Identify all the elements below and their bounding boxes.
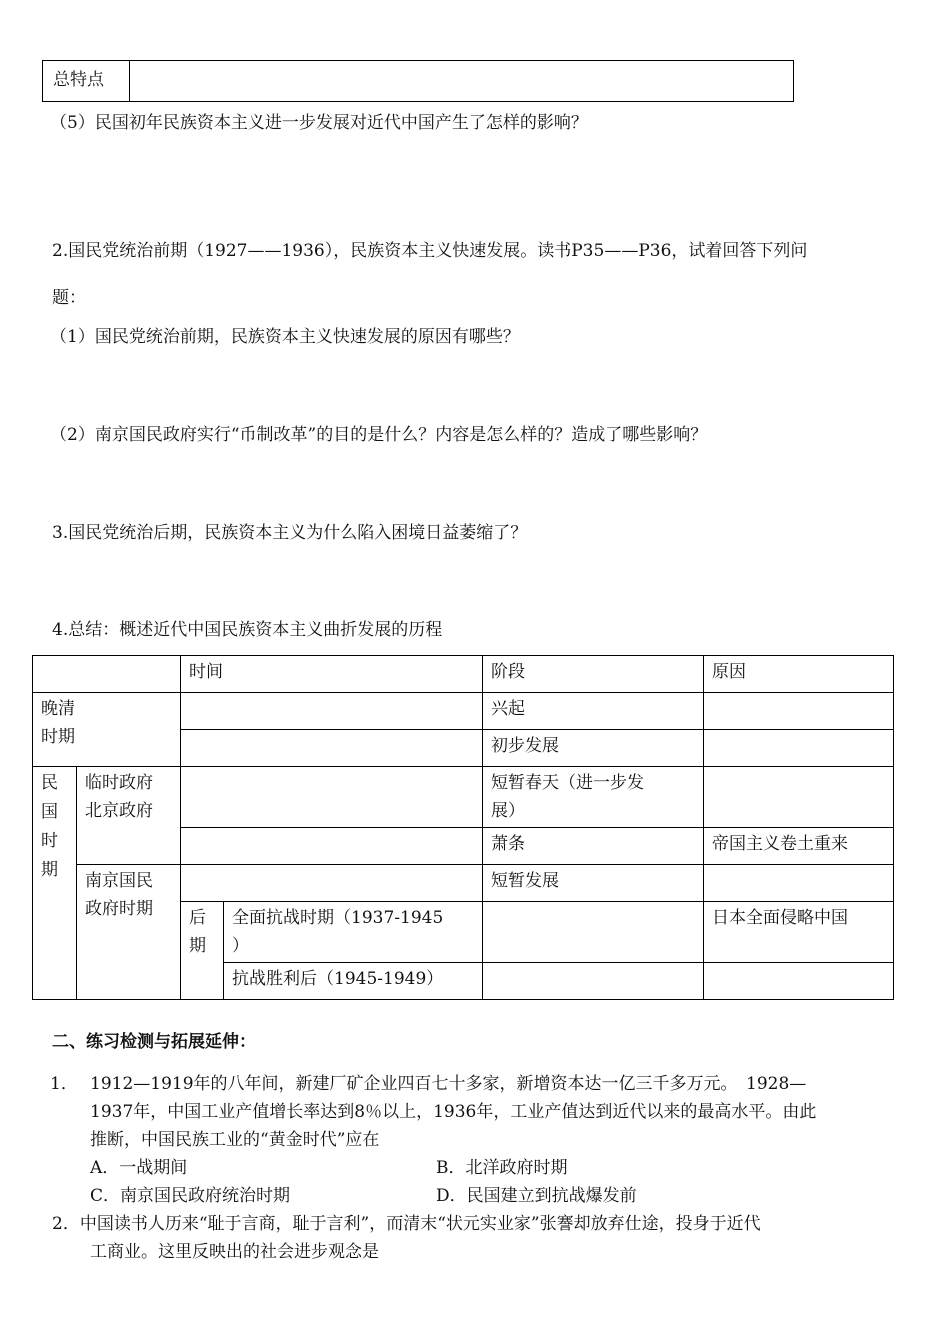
question-2-2: （2）南京国民政府实行“币制改革”的目的是什么？内容是怎么样的？造成了哪些影响？ bbox=[50, 425, 708, 445]
section-2-title: 二、练习检测与拓展延伸： bbox=[52, 1032, 256, 1052]
question-2-1: （1）国民党统治前期，民族资本主义快速发展的原因有哪些？ bbox=[50, 327, 520, 347]
late-qing-reason-2 bbox=[704, 730, 894, 767]
header-blank bbox=[33, 656, 181, 693]
nanjing-gov-label bbox=[77, 865, 181, 1000]
late-qing-label bbox=[33, 693, 181, 767]
republic-label bbox=[33, 767, 77, 1000]
provisional-gov-label bbox=[77, 767, 181, 865]
postwar-reason bbox=[704, 963, 894, 1000]
header-reason: 原因 bbox=[704, 656, 894, 693]
spring-reason bbox=[704, 767, 894, 828]
provisional-gov-l1: 临时政府 bbox=[85, 773, 153, 793]
exercise-1-option-d: D．民国建立到抗战爆发前 bbox=[436, 1186, 637, 1206]
exercise-1-line1: 1912—1919年的八年间，新建厂矿企业四百七十多家，新增资本达一亿三千多万元。 1928— bbox=[90, 1074, 807, 1094]
postwar-stage bbox=[483, 963, 704, 1000]
spring-stage bbox=[483, 767, 704, 828]
question-5: （5）民国初年民族资本主义进一步发展对近代中国产生了怎样的影响？ bbox=[50, 113, 588, 133]
republic-char-1: 民 bbox=[41, 773, 58, 793]
header-time: 时间 bbox=[181, 656, 483, 693]
short-dev-reason bbox=[704, 865, 894, 902]
later-period-l1: 后 bbox=[189, 908, 206, 928]
question-3: 3.国民党统治后期，民族资本主义为什么陷入困境日益萎缩了？ bbox=[52, 523, 528, 543]
later-period-l2: 期 bbox=[189, 936, 206, 956]
spring-stage-l2: 展） bbox=[491, 801, 525, 821]
question-4: 4.总结：概述近代中国民族资本主义曲折发展的历程 bbox=[52, 620, 443, 640]
summary-label: 总特点 bbox=[43, 61, 130, 101]
war-period-l2: ） bbox=[232, 936, 249, 956]
republic-char-3: 时 bbox=[41, 831, 58, 851]
summary-table bbox=[42, 60, 794, 102]
later-period-label bbox=[181, 902, 224, 1000]
exercise-1-option-a: A．一战期间 bbox=[90, 1158, 188, 1178]
nanjing-gov-l2: 政府时期 bbox=[85, 899, 153, 919]
late-qing-reason-1 bbox=[704, 693, 894, 730]
war-period-reason: 日本全面侵略中国 bbox=[704, 902, 894, 963]
exercise-1-option-b: B．北洋政府时期 bbox=[436, 1158, 568, 1178]
late-qing-label-l2: 时期 bbox=[41, 727, 75, 747]
short-dev-time bbox=[181, 865, 483, 902]
decline-reason: 帝国主义卷土重来 bbox=[704, 828, 894, 865]
war-period-l1: 全面抗战时期（1937-1945 bbox=[232, 908, 444, 928]
late-qing-stage-2: 初步发展 bbox=[483, 730, 704, 767]
war-period-time bbox=[224, 902, 483, 963]
republic-char-4: 期 bbox=[41, 860, 58, 880]
nanjing-gov-l1: 南京国民 bbox=[85, 871, 153, 891]
exercise-2-line2: 工商业。这里反映出的社会进步观念是 bbox=[90, 1242, 379, 1262]
exercise-1-line2: 1937年，中国工业产值增长率达到8％以上，1936年，工业产值达到近代以来的最高水平。由此 bbox=[90, 1102, 817, 1122]
exercise-1-line3: 推断，中国民族工业的“黄金时代”应在 bbox=[90, 1130, 380, 1150]
provisional-gov-l2: 北京政府 bbox=[85, 801, 153, 821]
late-qing-stage-1: 兴起 bbox=[483, 693, 704, 730]
postwar-time: 抗战胜利后（1945-1949） bbox=[224, 963, 483, 1000]
late-qing-time-1 bbox=[181, 693, 483, 730]
spring-stage-l1: 短暂春天（进一步发 bbox=[491, 773, 644, 793]
exercise-1-number: 1． bbox=[50, 1074, 78, 1094]
stage-table bbox=[32, 655, 894, 1000]
question-2-intro-line2: 题： bbox=[52, 288, 86, 308]
decline-time bbox=[181, 828, 483, 865]
war-period-stage bbox=[483, 902, 704, 963]
exercise-1-option-c: C．南京国民政府统治时期 bbox=[90, 1186, 291, 1206]
header-stage: 阶段 bbox=[483, 656, 704, 693]
exercise-2-line1: 2．中国读书人历来“耻于言商，耻于言利”，而清末“状元实业家”张謇却放弃仕途，投身于近代 bbox=[52, 1214, 761, 1234]
late-qing-label-l1: 晚清 bbox=[41, 699, 75, 719]
late-qing-time-2 bbox=[181, 730, 483, 767]
decline-stage: 萧条 bbox=[483, 828, 704, 865]
republic-char-2: 国 bbox=[41, 802, 58, 822]
question-2-intro-line1: 2.国民党统治前期（1927——1936），民族资本主义快速发展。读书P35——P36，试着回答下列问 bbox=[52, 241, 808, 261]
spring-time bbox=[181, 767, 483, 828]
short-dev-stage: 短暂发展 bbox=[483, 865, 704, 902]
